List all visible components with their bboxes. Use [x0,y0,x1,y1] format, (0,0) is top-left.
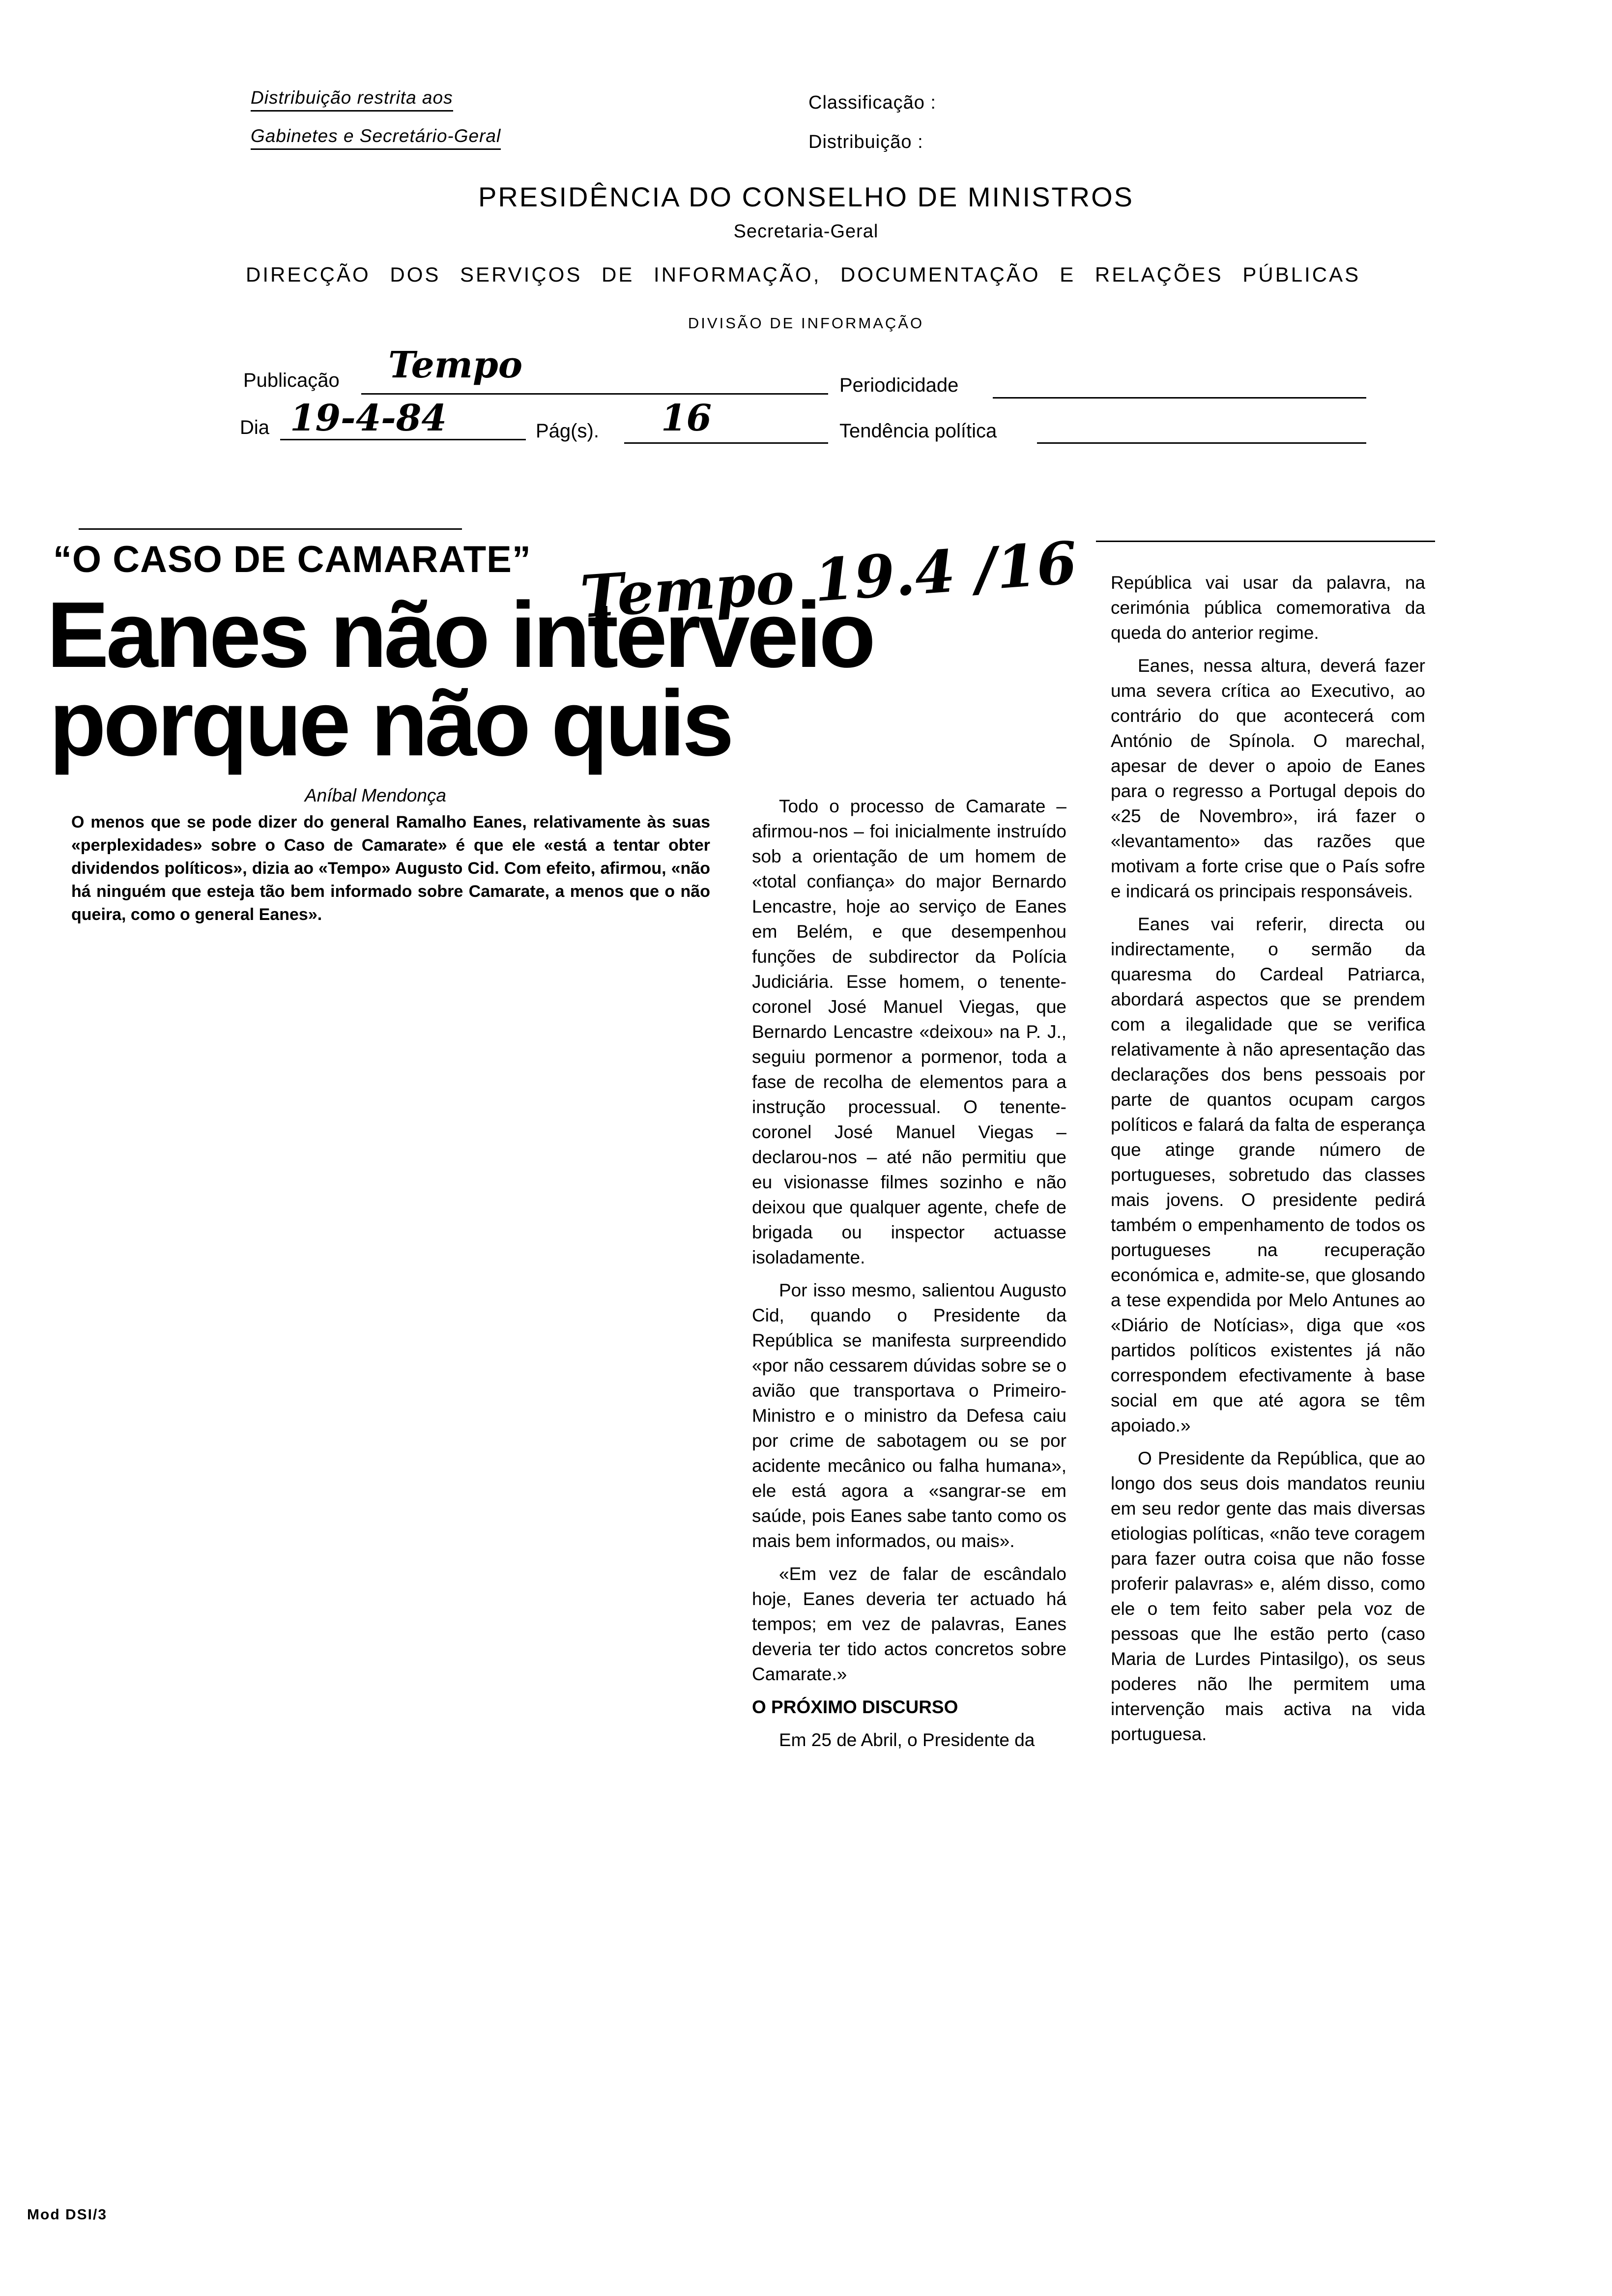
pages-label: Pág(s). [536,420,599,442]
article-column-1 [752,794,1066,1760]
section-subhead: O PRÓXIMO DISCURSO [752,1697,958,1717]
kicker-rule [79,528,462,530]
org-subtitle: Secretaria-Geral [733,221,879,242]
col2-paragraph: Eanes, nessa altura, deverá fazer uma severa crítica ao Executivo, ao contrário do que acontecerá com António de Spínola. O marechal, apesar de dever o apoio de Eanes para o regresso a Portugal depois do «25 de Novembro», irá fazer o «levantamento» das razões que motivam a forte crise que o País sofre e indicará os principais responsáveis. [1111,656,1425,901]
article-column-2 [1111,570,1425,1754]
publication-value: Tempo [388,344,523,386]
org-title: PRESIDÊNCIA DO CONSELHO DE MINISTROS [478,181,1134,212]
publication-underline [361,393,828,395]
day-label: Dia [240,417,270,438]
col2-paragraph: República vai usar da palavra, na cerimónia pública comemorativa da queda do anterior regime. [1111,573,1425,643]
col2-paragraph: Eanes vai referir, directa ou indirectamente, o sermão da quaresma do Cardeal Patriarca, abordará aspectos que se prendem com a ilegalidade que se verifica relativamente à não apresentação das declarações dos bens pessoais por parte de quantos ocupam cargos políticos e falará da falta de esperança que atinge grande número de portugueses, sobretudo das classes mais jovens. O presidente pedirá também o empenhamento de todos os portugueses na recuperação económica e, admite-se, que glosando a tese expendida por Melo Antunes ao «Diário de Notícias», diga que «os partidos políticos existentes já não correspondem efectivamente à base social em que até agora se têm apoiado.» [1111,914,1425,1435]
pages-underline [624,442,828,444]
periodicity-label: Periodicidade [839,374,959,396]
political-tendency-underline [1037,442,1366,444]
col1-paragraph: Todo o processo de Camarate – afirmou-nos – foi inicialmente instruído sob a orientação de um homem de «total confiança» do major Bernardo Lencastre, hoje ao serviço de Eanes em Belém, e que desempenhou funções de subdirector da Polícia Judiciária. Esse homem, o tenente-coronel José Manuel Viegas, que Bernardo Lencastre «deixou» na P. J., seguiu pormenor a pormenor, toda a fase de recolha de elementos para a instrução processual. O tenente-coronel José Manuel Viegas – declarou-nos – até não permitiu que eu visionasse filmes sozinho e não deixou que qualquer agente, chefe de brigada ou inspector actuasse isoladamente. [752,796,1066,1267]
day-value: 19-4-84 [290,397,447,439]
article-kicker: “O CASO DE CAMARATE” [53,539,531,580]
pages-value: 16 [661,397,712,439]
restricted-line-1: Distribuição restrita aos [251,87,453,112]
publication-label: Publicação [243,370,340,391]
political-tendency-label: Tendência política [839,420,997,442]
lead-paragraph: O menos que se pode dizer do general Ramalho Eanes, relativamente às suas «perplexidades» sobre o Caso de Camarate» é que ele «está a tentar obter dividendos políticos», dizia ao «Tempo» Augusto Cid. Com efeito, afirmou, «não há ninguém que esteja tão bem informado sobre Camarate, a menos que o não queira, como o general Eanes». [71,813,710,924]
form-code: Mod DSI/3 [27,2207,108,2223]
col2-paragraph: O Presidente da República, que ao longo dos seus dois mandatos reuniu em seu redor gente das mais diversas etiologias políticas, «não teve coragem para fazer outra coisa que não fosse proferir palavras» e, além disso, como ele o tem feito saber pela voz de pessoas que lhe estão perto (caso Maria de Lurdes Pintasilgo), os seus poderes não lhe permitem uma intervenção mais activa na vida portuguesa. [1111,1448,1425,1744]
division-line: DIVISÃO DE INFORMAÇÃO [688,315,924,332]
byline: Aníbal Mendonça [305,785,446,805]
restricted-line-2: Gabinetes e Secretário-Geral [251,126,501,150]
classification-label: Classificação : [808,92,936,113]
col1-paragraph: «Em vez de falar de escândalo hoje, Eanes deveria ter actuado há tempos; em vez de palavras, Eanes deveria ter tido actos concretos sobre Camarate.» [752,1564,1066,1684]
periodicity-underline [993,397,1366,399]
headline-line-2: porque não quis [49,671,731,775]
distribution-label: Distribuição : [808,132,923,152]
handwritten-annotation: Tempo 19.4 /16 [578,528,1079,631]
headline-line-1: Eanes não interveio [47,583,873,687]
col1-paragraph: Em 25 de Abril, o Presidente da [779,1730,1035,1750]
department-line: DIRECÇÃO DOS SERVIÇOS DE INFORMAÇÃO, DOCUMENTAÇÃO E RELAÇÕES PÚBLICAS [246,263,1361,286]
column-top-rule [1096,541,1435,542]
col1-paragraph: Por isso mesmo, salientou Augusto Cid, quando o Presidente da República se manifesta surpreendido «por não cessarem dúvidas sobre se o avião que transportava o Primeiro-Ministro e o ministro da Defesa caiu por crime de sabotagem ou se por acidente mecânico ou falha humana», ele está agora a «sangrar-se em saúde, pois Eanes sabe tanto como os mais bem informados, ou mais». [752,1280,1066,1551]
